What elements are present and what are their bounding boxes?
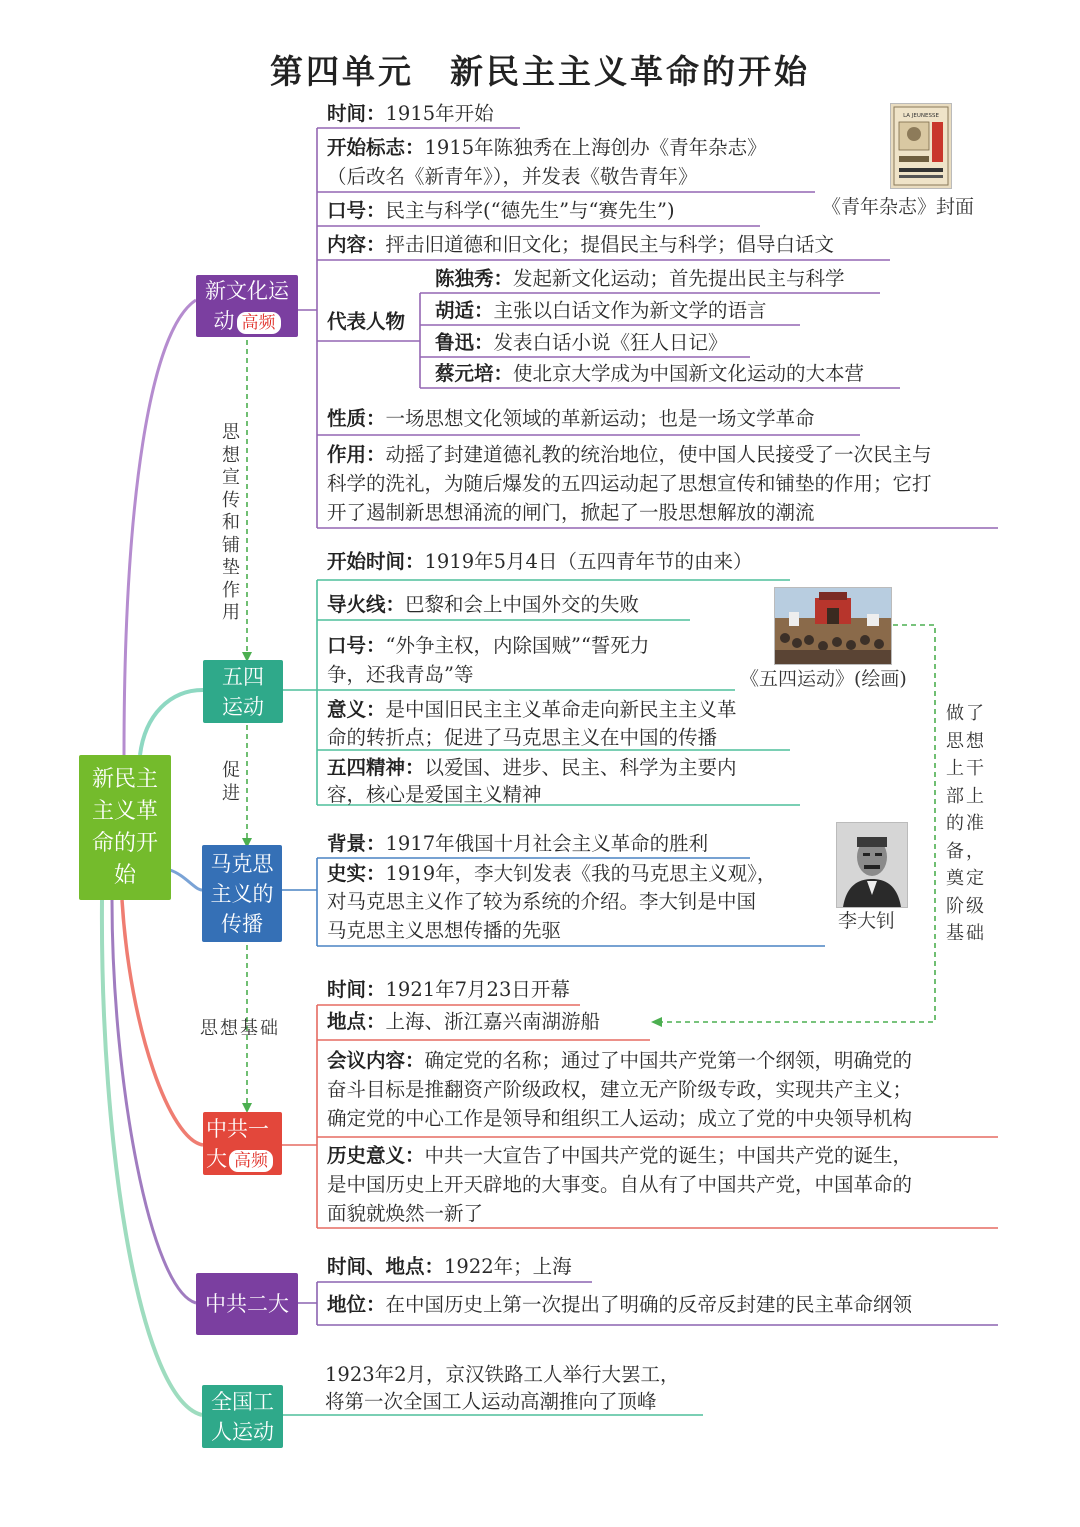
node-makesi-line-2: 主义的 [210, 881, 274, 906]
node-gongren[interactable] [202, 1385, 283, 1448]
node-yida-line-2-text: 大 [206, 1146, 227, 1171]
yd-didian [327, 1007, 600, 1036]
ws-jingshen-line1: 以爱国、进步、民主、科学为主要内 [424, 756, 737, 779]
arrow-left-didian [651, 1017, 662, 1027]
yd-lishi-3: 面貌就焕然一新了 [327, 1202, 484, 1225]
ws-yiyi [327, 695, 737, 724]
ws-jingshen-label: 五四精神： [327, 756, 425, 779]
root-line-4: 始 [113, 862, 136, 888]
ws-daohuoxian-text: 巴黎和会上中国外交的失败 [405, 593, 640, 616]
node-wusi-line-1: 五四 [222, 664, 264, 689]
ws-kouhao-2: 争，还我青岛”等 [327, 663, 474, 686]
may-fourth-painting-caption: 《五四运动》(绘画) [740, 668, 907, 690]
xwh-daibiao-cai-name: 蔡元培： [435, 362, 514, 385]
magazine-cover-illustration [891, 104, 951, 188]
ws-yiyi-label: 意义： [327, 698, 386, 721]
yd-huiyi [327, 1046, 912, 1075]
yd-lishi-line1: 中共一大宣告了中国共产党的诞生；中国共产党的诞生， [424, 1144, 913, 1167]
node-makesi-line-3: 传播 [221, 911, 263, 936]
root-line-1: 新民主 [91, 766, 158, 792]
xwh-biaozhi-2: （后改名《新青年》），并发表《敬告青年》 [327, 165, 698, 188]
ws-daohuoxian [327, 590, 639, 619]
node-xinwenhua[interactable] [196, 275, 298, 337]
ws-yiyi-line1: 是中国旧民主主义革命走向新民主主义革 [385, 698, 737, 721]
xwh-daibiao-chen-text: 发起新文化运动；首先提出民主与科学 [513, 267, 845, 290]
branch-curve-erda [112, 900, 196, 1303]
ws-jingshen-2: 容，核心是爱国主义精神 [327, 783, 542, 806]
xwh-daibiao-lu [435, 328, 728, 357]
magazine-cover-title: LA JEUNESSE [903, 113, 939, 119]
ws-shijian-label: 开始时间： [327, 550, 425, 573]
may-fourth-painting-illustration [775, 588, 891, 664]
root-line-2: 主义革 [91, 798, 158, 824]
node-erda[interactable] [196, 1273, 298, 1335]
branch-curve-gongren [102, 900, 202, 1415]
yd-didian-text: 上海、浙江嘉兴南湖游船 [385, 1010, 601, 1033]
node-wusi-line-2: 运动 [222, 694, 264, 719]
node-gongren-line-2: 人运动 [211, 1419, 274, 1444]
node-erda-label: 中共二大 [205, 1292, 289, 1316]
yd-lishi [327, 1141, 912, 1170]
branch-curve-xinwenhua [124, 300, 196, 755]
xwh-zuoyong [327, 440, 932, 469]
xwh-daibiao-cai [435, 359, 864, 388]
root-line-3: 命的开 [91, 830, 158, 856]
xwh-xingzhi-text: 一场思想文化领域的革新运动；也是一场文学革命 [385, 407, 815, 430]
node-xinwenhua-line-2-text: 动 [213, 309, 235, 333]
node-yida-line-1: 中共一 [206, 1116, 269, 1141]
node-gongren-line-1: 全国工 [211, 1389, 274, 1414]
node-yida[interactable] [203, 1112, 282, 1175]
mks-shishi-label: 史实： [327, 862, 386, 885]
mks-shishi-2: 对马克思主义作了较为系统的介绍。李大钊是中国 [327, 890, 757, 913]
xwh-daibiao-hu-text: 主张以白话文作为新文学的语言 [493, 299, 767, 322]
yd-huiyi-2: 奋斗目标是推翻资产阶级政权，建立无产阶级专政，实现共产主义； [327, 1078, 913, 1101]
node-yida-line-2 [206, 1144, 282, 1174]
ws-jingshen [327, 753, 737, 782]
ws-daohuoxian-label: 导火线： [327, 593, 406, 616]
yd-shijian-text: 1921年7月23日开幕 [385, 978, 570, 1001]
node-xinwenhua-line-2 [196, 306, 298, 336]
xwh-biaozhi-label: 开始标志： [327, 136, 425, 159]
xwh-daibiao-chen [435, 264, 845, 293]
node-wusi[interactable] [203, 660, 283, 723]
ed-shijian [327, 1252, 572, 1281]
xwh-zuoyong-2: 科学的洗礼，为随后爆发的五四运动起了思想宣传和铺垫的作用；它打 [327, 472, 932, 495]
yd-huiyi-3: 确定党的中心工作是领导和组织工人运动；成立了党的中央领导机构 [327, 1107, 913, 1130]
node-xinwenhua-line-1: 新文化运 [205, 279, 289, 303]
mks-beijing-text: 1917年俄国十月社会主义革命的胜利 [385, 832, 709, 855]
xwh-daibiao-hu-name: 胡适： [435, 299, 494, 322]
xwh-daibiao-chen-name: 陈独秀： [435, 267, 514, 290]
may-fourth-painting-image [774, 587, 892, 665]
li-dazhao-portrait-illustration [837, 823, 907, 907]
gr-line-2: 将第一次全国工人运动高潮推向了顶峰 [325, 1390, 657, 1413]
ws-shijian-text: 1919年5月4日（五四青年节的由来） [424, 550, 753, 573]
youth-magazine-caption: 《青年杂志》封面 [822, 196, 975, 218]
li-dazhao-caption: 李大钊 [838, 910, 896, 932]
xwh-zuoyong-line1: 动摇了封建道德礼教的统治地位，使中国人民接受了一次民主与 [385, 443, 932, 466]
yd-huiyi-line1: 确定党的名称；通过了中国共产党第一个纲领，明确党的 [424, 1049, 913, 1072]
ws-shijian [327, 547, 752, 576]
ed-diwei-label: 地位： [327, 1293, 386, 1316]
xwh-daibiao-lu-text: 发表白话小说《狂人日记》 [493, 331, 728, 354]
node-makesi-line-1: 马克思 [210, 851, 274, 876]
ws-kouhao [327, 631, 649, 660]
badge-high-frequency: 高频 [229, 1150, 273, 1172]
ed-shijian-text: 1922年；上海 [444, 1255, 572, 1278]
xwh-daibiao-hu [435, 296, 767, 325]
connector-label-sixiang-jichu: 思想基础 [200, 1018, 280, 1039]
li-dazhao-portrait-image [836, 822, 908, 908]
yd-lishi-2: 是中国历史上开天辟地的大事变。自从有了中国共产党，中国革命的 [327, 1173, 913, 1196]
xwh-neirong-label: 内容： [327, 233, 386, 256]
yd-shijian [327, 975, 570, 1004]
branch-curve-wusi [140, 690, 203, 755]
gr-line-1: 1923年2月，京汉铁路工人举行大罢工， [325, 1363, 680, 1386]
xwh-daibiao-label-text: 代表人物 [327, 310, 406, 333]
xwh-kouhao [327, 196, 675, 225]
xwh-biaozhi [327, 133, 767, 162]
xwh-daibiao-lu-name: 鲁迅： [435, 331, 494, 354]
xwh-daibiao-cai-text: 使北京大学成为中国新文化运动的大本营 [513, 362, 865, 385]
xwh-xingzhi-label: 性质： [327, 407, 386, 430]
xwh-kouhao-label: 口号： [327, 199, 386, 222]
mks-beijing [327, 829, 708, 858]
branch-curve-makesi [170, 870, 202, 890]
yd-shijian-label: 时间： [327, 978, 386, 1001]
ed-diwei-text: 在中国历史上第一次提出了明确的反帝反封建的民主革命纲领 [385, 1293, 913, 1316]
yd-huiyi-label: 会议内容： [327, 1049, 425, 1072]
xwh-shijian [327, 99, 494, 128]
page-title: 第四单元 新民主主义革命的开始 [270, 52, 810, 91]
xwh-zuoyong-3: 开了遏制新思想涌流的闸门，掀起了一股思想解放的潮流 [327, 501, 815, 524]
mks-shishi-3: 马克思主义思想传播的先驱 [327, 919, 562, 942]
youth-magazine-cover-image [890, 103, 952, 189]
connector-label-sixiang-xuanchuan: 思想宣传和铺垫作用 [222, 422, 240, 623]
ws-kouhao-label: 口号： [327, 634, 386, 657]
node-makesi[interactable] [202, 845, 282, 942]
ed-shijian-label: 时间、地点： [327, 1255, 445, 1278]
xwh-zuoyong-label: 作用： [327, 443, 386, 466]
yd-lishi-label: 历史意义： [327, 1144, 425, 1167]
mks-shishi-line1: 1919年，李大钊发表《我的马克思主义观》， [385, 862, 777, 885]
ws-yiyi-2: 命的转折点；促进了马克思主义在中国的传播 [327, 726, 718, 749]
mks-beijing-label: 背景： [327, 832, 386, 855]
xwh-kouhao-text: 民主与科学(“德先生”与“赛先生”) [385, 199, 675, 222]
xwh-biaozhi-line1: 1915年陈独秀在上海创办《青年杂志》 [424, 136, 767, 159]
xwh-shijian-text: 1915年开始 [385, 102, 494, 125]
connector-label-cujin: 促进 [222, 760, 240, 804]
xwh-neirong [327, 230, 834, 259]
badge-high-frequency: 高频 [237, 312, 281, 334]
yd-didian-label: 地点： [327, 1010, 386, 1033]
root-node[interactable] [79, 755, 171, 900]
xwh-xingzhi [327, 404, 815, 433]
xwh-daibiao-label [327, 307, 405, 336]
ed-diwei [327, 1290, 912, 1319]
ws-kouhao-line1: “外争主权，内除国贼”“誓死力 [385, 634, 650, 657]
mks-shishi [327, 859, 776, 888]
xwh-shijian-label: 时间： [327, 102, 386, 125]
branch-curve-yida [122, 900, 203, 1145]
xwh-neirong-text: 抨击旧道德和旧文化；提倡民主与科学；倡导白话文 [385, 233, 835, 256]
connector-label-zuole: 做了思想上干部上的准备，奠定阶级基础 [946, 703, 986, 944]
